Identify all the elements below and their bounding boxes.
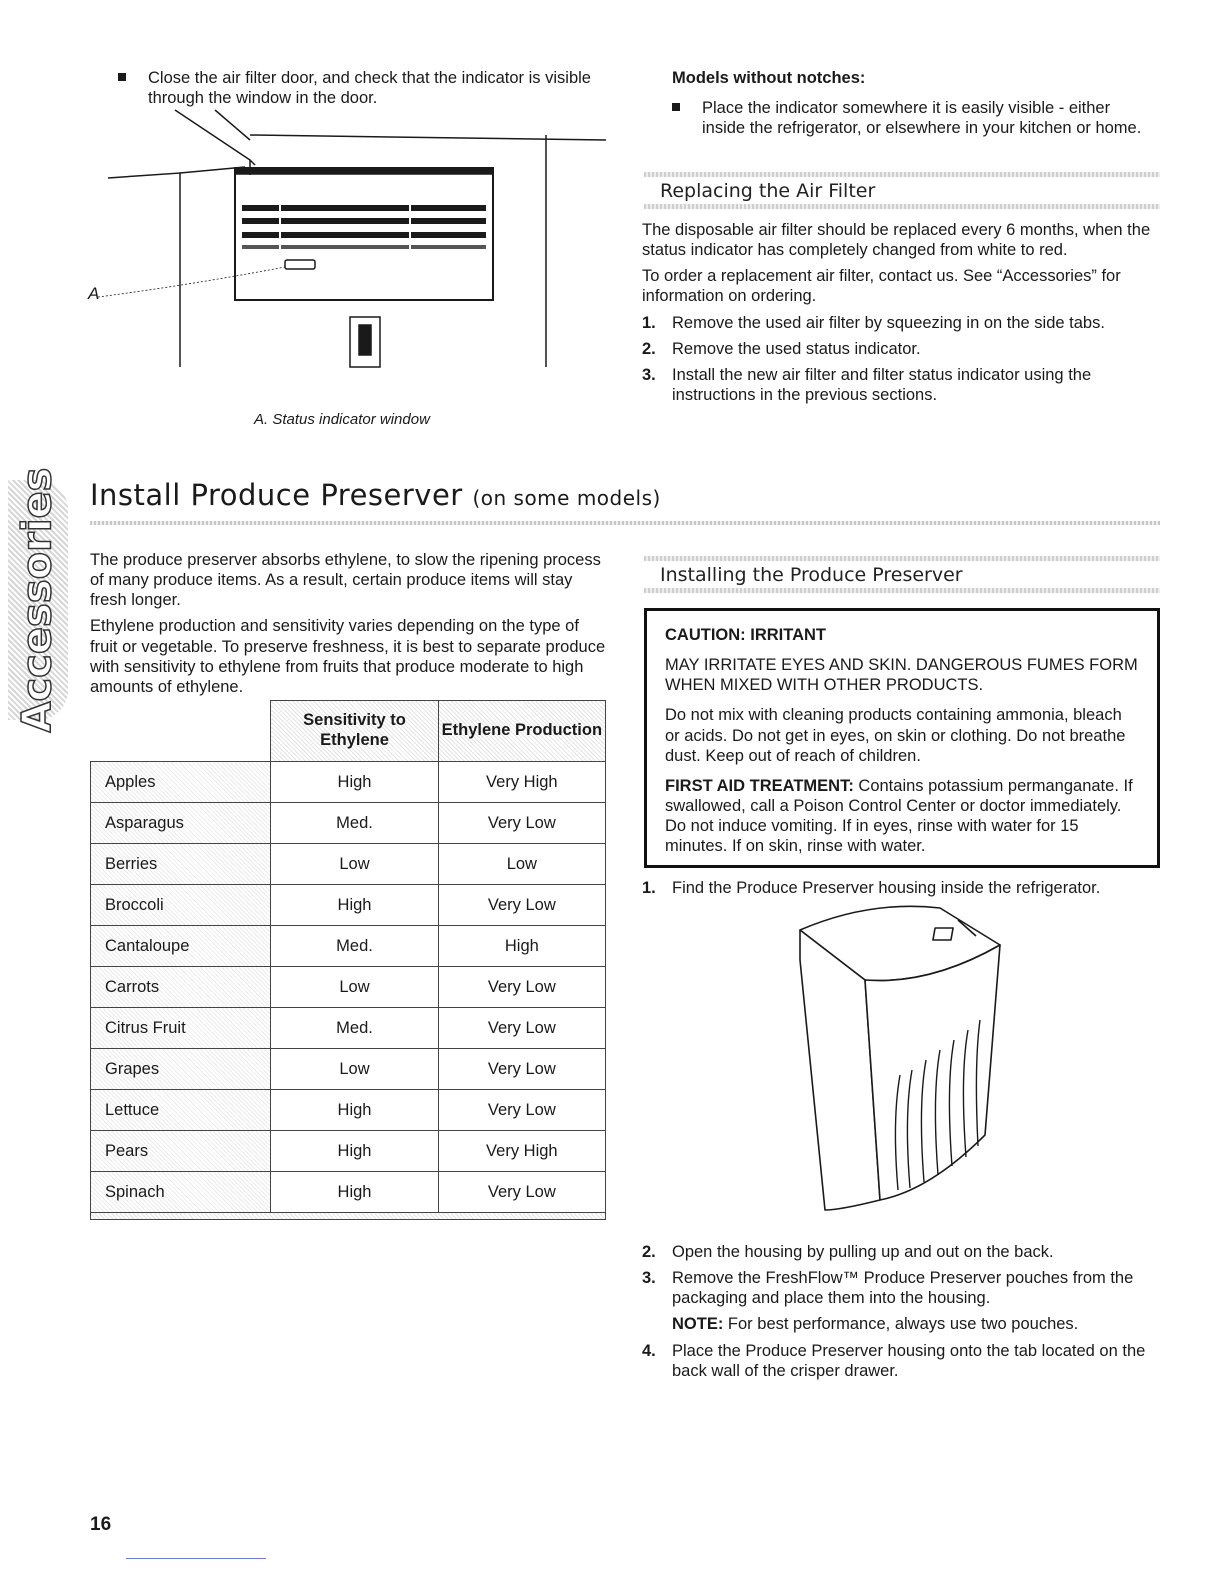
caution-body: Do not mix with cleaning products containing ammonia, bleach or acids. Do not get in eyes, on skin or clothing. Do not breathe dust. Keep out of reach of children.: [665, 706, 1126, 765]
table-row: Cantaloupe Med. High: [91, 926, 606, 967]
page-title: [90, 478, 661, 513]
first-aid: [665, 776, 1139, 857]
title-divider: [90, 521, 1160, 525]
table-header-sensitivity: Sensitivity to Ethylene: [271, 701, 438, 762]
door-bullet: [118, 68, 598, 108]
side-tab-accessories: [8, 467, 68, 733]
list-item: 1. Remove the used air filter by squeezing in on the side tabs.: [642, 313, 1105, 332]
table-row: Berries Low Low: [91, 844, 606, 885]
list-item: 3. Install the new air filter and filter status indicator using the instructions in the previous sections.: [642, 365, 1092, 404]
table-row: Lettuce High Very Low: [91, 1090, 606, 1131]
caution-warning: MAY IRRITATE EYES AND SKIN. DANGEROUS FUMES FORM WHEN MIXED WITH OTHER PRODUCTS.: [665, 656, 1138, 695]
models-bullet-text: Place the indicator somewhere it is easily visible - either inside the refrigerator, or elsewhere in your kitchen or home.: [702, 99, 1142, 138]
replacing-heading: Replacing the Air Filter: [644, 172, 1160, 209]
page-title-subtitle: (on some models): [472, 486, 661, 510]
first-aid-label: FIRST AID TREATMENT:: [665, 776, 854, 795]
footer-rule: [126, 1558, 266, 1559]
table-row: Citrus Fruit Med. Very Low: [91, 1008, 606, 1049]
list-item: 2. Remove the used status indicator.: [642, 339, 921, 358]
side-tab-label: Accessories: [14, 467, 61, 733]
door-bullet-text: Close the air filter door, and check that the indicator is visible through the window in the door.: [148, 69, 591, 108]
list-item: 4. Place the Produce Preserver housing onto the tab located on the back wall of the crisper drawer.: [642, 1341, 1146, 1380]
table-header-production: Ethylene Production: [438, 701, 605, 762]
table-row: Asparagus Med. Very Low: [91, 803, 606, 844]
intro-text: [90, 550, 606, 697]
intro-p2: Ethylene production and sensitivity varies depending on the type of fruit or vegetable. To preserve freshness, it is best to separate produce with sensitivity to ethylene from fruits that produce moderate to high amounts of ethylene.: [90, 617, 606, 696]
table-row: Spinach High Very Low: [91, 1172, 606, 1213]
note-label: NOTE:: [672, 1315, 724, 1334]
table-row: Apples High Very High: [91, 762, 606, 803]
page-title-main: Install Produce Preserver: [90, 478, 463, 512]
table-row: Pears High Very High: [91, 1131, 606, 1172]
caution-title: CAUTION: IRRITANT: [665, 626, 827, 644]
figure-caption: A. Status indicator window: [254, 411, 430, 428]
note-text: For best performance, always use two pouches.: [723, 1315, 1079, 1334]
bullet-square-icon: [672, 103, 680, 111]
table-row: Grapes Low Very Low: [91, 1049, 606, 1090]
table-row: Carrots Low Very Low: [91, 967, 606, 1008]
models-bullet: [672, 98, 1152, 138]
intro-p1: The produce preserver absorbs ethylene, to slow the ripening process of many produce items. As a result, certain produce items will stay fresh longer.: [90, 551, 601, 610]
replacing-p1: The disposable air filter should be replaced every 6 months, when the status indicator has completely changed from white to red.: [642, 221, 1151, 260]
installing-heading: Installing the Produce Preserver: [644, 556, 1160, 593]
install-steps-2-4: [642, 1242, 1160, 1387]
table-footer-band: [91, 1213, 606, 1220]
list-item: 3. Remove the FreshFlow™ Produce Preserver pouches from the packaging and place them into the housing. NOTE: For best performance, always use two pouches.: [642, 1269, 1134, 1334]
page-number: 16: [90, 1514, 112, 1535]
list-item: 2. Open the housing by pulling up and out on the back.: [642, 1243, 1054, 1261]
install-step-1: 1. Find the Produce Preserver housing inside the refrigerator.: [642, 879, 1101, 897]
replacing-steps: [642, 313, 1160, 406]
replacing-p2: To order a replacement air filter, contact us. See “Accessories” for information on ordering.: [642, 267, 1121, 306]
table-header-blank: [91, 701, 271, 762]
callout-letter: A: [88, 284, 100, 303]
produce-preserver-housing-illustration: [780, 900, 1020, 1240]
replacing-section: [642, 220, 1160, 411]
table-header-row: [91, 701, 606, 762]
bullet-square-icon: [118, 73, 126, 81]
air-filter-door-illustration: [80, 105, 620, 385]
first-aid-text: Contains potassium permanganate. If swallowed, call a Poison Control Center or doctor immediately. Do not induce vomiting. If in eyes, rinse with water for 15 minutes. If on skin, rinse with water.: [665, 776, 1133, 856]
ethylene-table: [90, 700, 606, 1220]
table-row: Broccoli High Very Low: [91, 885, 606, 926]
caution-box: [644, 608, 1160, 868]
models-heading: Models without notches:: [672, 69, 866, 87]
